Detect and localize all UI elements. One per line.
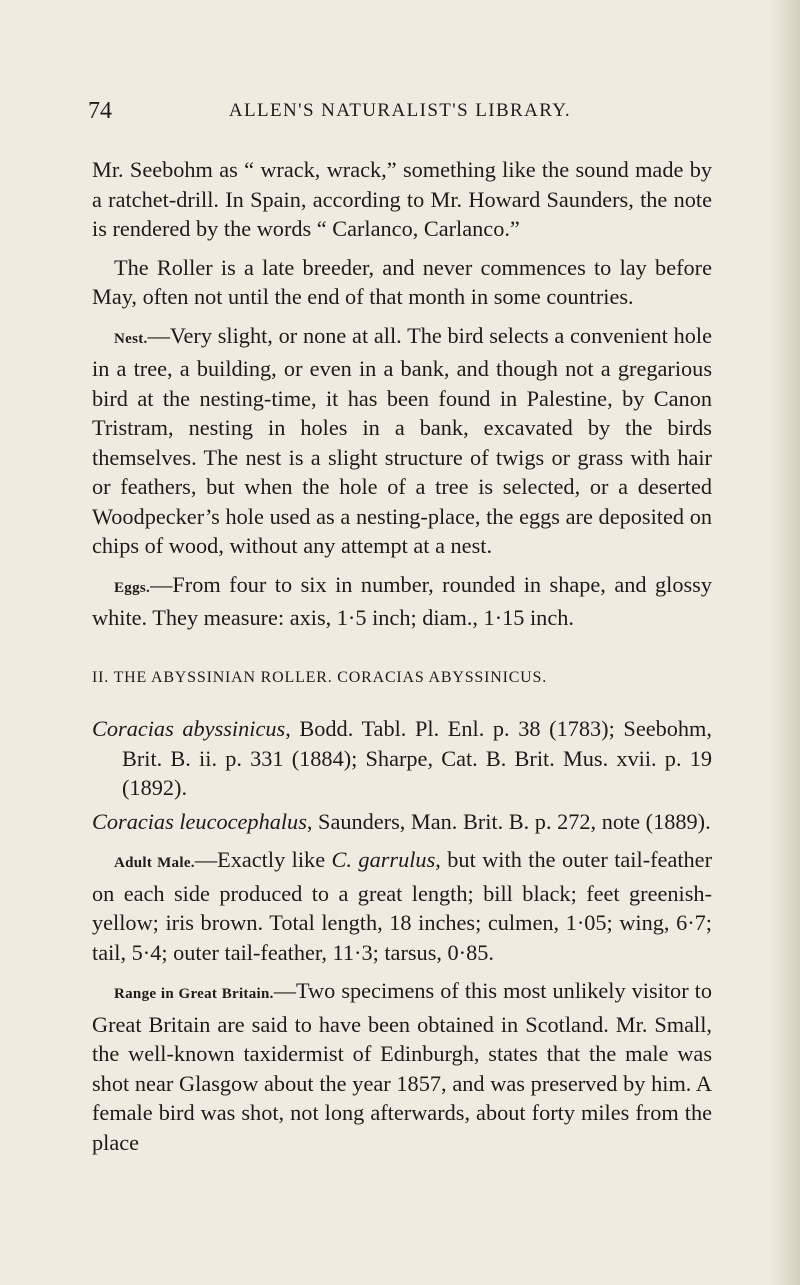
page-number: 74 (88, 98, 112, 124)
synonymy-reference-1 (92, 714, 712, 803)
ref2-species-name: Coracias leucocephalus (92, 808, 307, 834)
range-text: —Two specimens of this most unlikely visitor to Great Britain are said to have been obtained in Scotland. Mr. Small, the well-known taxidermist of Edinburgh, states that the male was shot near Glasgow about the year 1857, and was preserved by him. A female bird was shot, not long afterwards, about forty miles from the place (92, 978, 712, 1155)
page-body (92, 155, 712, 1166)
ref1-citation: , Bodd. Tabl. Pl. Enl. p. 38 (1783); Seebohm, Brit. B. ii. p. 331 (1884); Sharpe, Cat. B. Brit. Mus. xvii. p. 19 (1892). (122, 716, 712, 800)
ref1-species-name: Coracias abyssinicus (92, 716, 286, 741)
eggs-label: Eggs. (114, 579, 151, 596)
nest-label: Nest. (114, 330, 148, 347)
synonymy-reference-2 (92, 807, 712, 837)
page-edge-shadow (770, 0, 800, 1285)
paragraph-nest (92, 321, 712, 561)
eggs-text: —From four to six in number, rounded in shape, and glossy white. They measure: axis, 1·5 inch; diam., 1·15 inch. (92, 571, 712, 630)
adult-species-name: C. garrulus (331, 847, 436, 872)
page-header (0, 98, 800, 138)
paragraph-adult-male (92, 845, 712, 967)
adult-text-a: —Exactly like (194, 847, 332, 872)
nest-text: —Very slight, or none at all. The bird selects a convenient hole in a tree, a building, or even in a bank, and though not a gregarious bird at the nesting-time, it has been found in Palestine, by Canon Tristram, nesting in holes in a bank, excavated by the birds themselves. The nest is a slight structure of twigs or grass with hair or feathers, but when the hole of a tree is selected, or a deserted Woodpecker’s hole used as a nesting-place, the eggs are deposited on chips of wood, without any attempt at a nest. (92, 322, 712, 558)
adult-male-label: Adult Male. (114, 855, 195, 871)
section-heading: II. THE ABYSSINIAN ROLLER. CORACIAS ABYSSINICUS. (92, 668, 548, 686)
ref2-citation: , Saunders, Man. Brit. B. p. 272, note (1889). (306, 808, 711, 834)
paragraph-call-description: Mr. Seebohm as “ wrack, wrack,” something like the sound made by a ratchet-drill. In Spain, according to Mr. Howard Saunders, the note is rendered by the words “ Carlanco, Carlanco.” (92, 157, 712, 241)
paragraph-eggs (92, 570, 712, 633)
paragraph-range (92, 976, 712, 1157)
range-label: Range in Great Britain. (114, 986, 274, 1002)
adult-text-b: , but with the outer tail-feather on each side produced to a great length; bill black; feet greenish-yellow; iris brown. Total length, 18 inches; culmen, 1·05; wing, 6·7; tail, 5·4; outer tail-feather, 11·3; tarsus, 0·85. (92, 847, 713, 965)
paragraph-breeding: The Roller is a late breeder, and never commences to lay before May, often not until the end of that month in some countries. (92, 254, 712, 309)
running-title: ALLEN'S NATURALIST'S LIBRARY. (228, 100, 572, 121)
